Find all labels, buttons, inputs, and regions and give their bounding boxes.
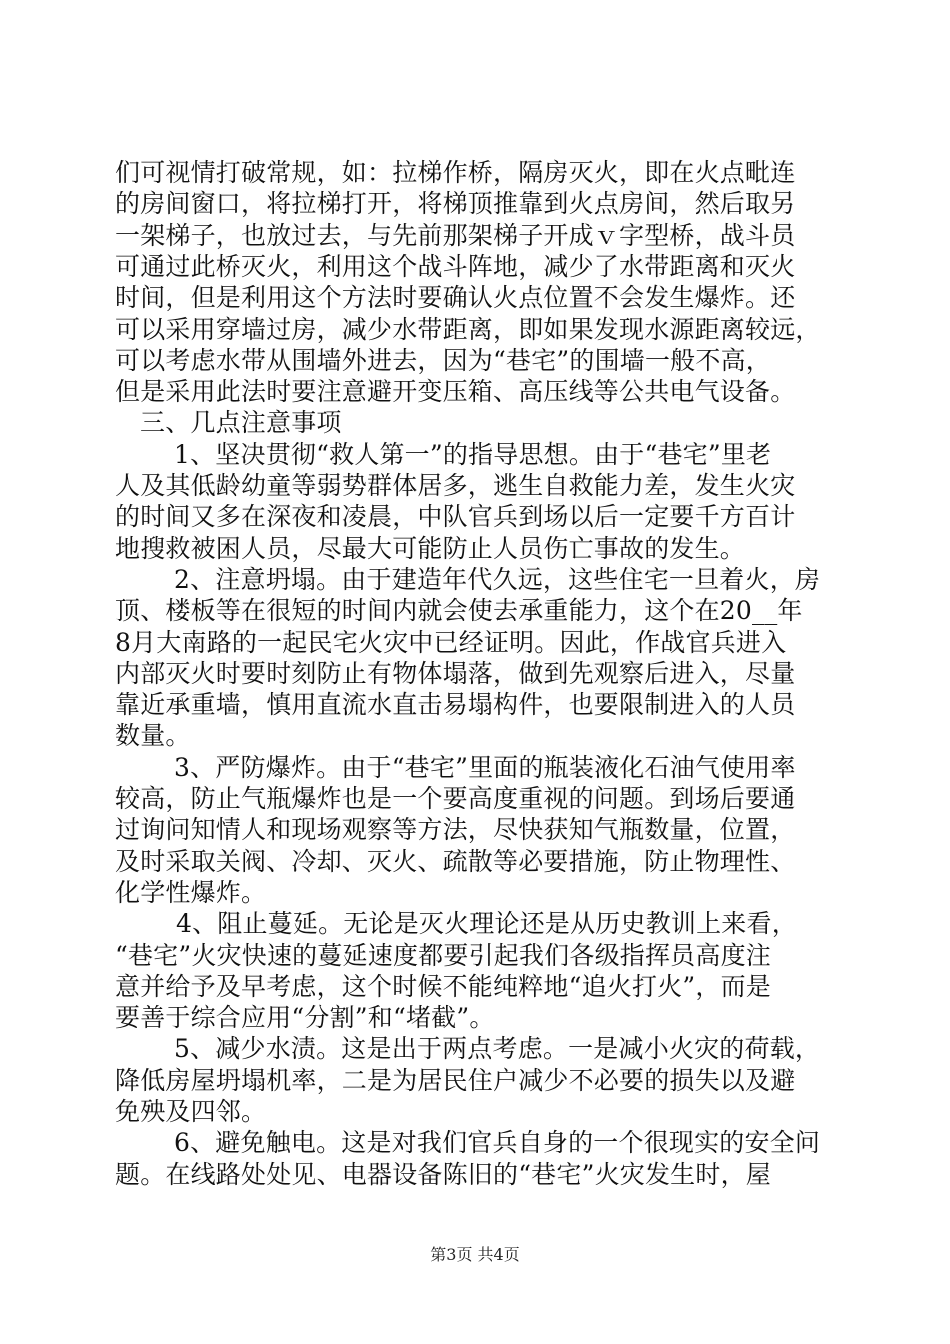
body-line: 要善于综合应用“分割”和“堵截”。 — [115, 1003, 495, 1033]
page-footer: 第3页 共4页 — [430, 1245, 520, 1264]
body-line: 的时间又多在深夜和凌晨，中队官兵到场以后一定要千方百计 — [115, 502, 796, 532]
body-line: 们可视情打破常规，如：拉梯作桥，隔房灭火，即在火点毗连 — [115, 158, 796, 187]
body-line: 可以考虑水带从围墙外进去，因为“巷宅”的围墙一般不高， — [115, 345, 771, 375]
body-line: 一架梯子，也放过去，与先前那架梯子开成ｖ字型桥，战斗员 — [115, 220, 796, 250]
body-line: 降低房屋坍塌机率，二是为居民住户减少不必要的损失以及避 — [115, 1065, 796, 1095]
body-line: 可以采用穿墙过房，减少水带距离，即如果发现水源距离较远， — [115, 314, 821, 344]
body-line: 较高，防止气瓶爆炸也是一个要高度重视的问题。到场后要通 — [115, 784, 796, 813]
body-line: 的房间窗口，将拉梯打开，将梯顶推靠到火点房间，然后取另 — [115, 189, 796, 219]
body-line: 时间，但是利用这个方法时要确认火点位置不会发生爆炸。还 — [115, 283, 796, 313]
body-line: “巷宅”火灾快速的蔓延速度都要引起我们各级指挥员高度注 — [115, 940, 771, 970]
body-line: 人及其低龄幼童等弱势群体居多，逃生自救能力差，发生火灾 — [115, 471, 796, 500]
body-line: 1、坚决贯彻“救人第一”的指导思想。由于“巷宅”里老 — [174, 439, 772, 469]
body-line: 数量。 — [115, 721, 191, 751]
body-line: 可通过此桥灭火，利用这个战斗阵地，减少了水带距离和灭火 — [115, 251, 796, 281]
body-line: 3、严防爆炸。由于“巷宅”里面的瓶装液化石油气使用率 — [174, 752, 796, 782]
body-line: 内部灭火时要时刻防止有物体塌落，做到先观察后进入，尽量 — [115, 658, 796, 688]
section-heading: 三、几点注意事项 — [140, 408, 342, 438]
body-line: 过询问知情人和现场观察等方法，尽快获知气瓶数量，位置， — [115, 815, 796, 845]
body-line: 地搜救被困人员，尽最大可能防止人员伤亡事故的发生。 — [115, 533, 746, 563]
body-line: 题。在线路处处见、电器设备陈旧的“巷宅”火灾发生时，屋 — [115, 1159, 771, 1189]
body-line: 免殃及四邻。 — [115, 1097, 267, 1126]
body-line: 4、阻止蔓延。无论是灭火理论还是从历史教训上来看， — [176, 909, 797, 939]
body-line: 8月大南路的一起民宅火灾中已经证明。因此，作战官兵进入 — [115, 627, 787, 657]
body-line: 及时采取关阀、冷却、灭火、疏散等必要措施，防止物理性、 — [115, 846, 796, 876]
body-line: 意并给予及早考虑，这个时候不能纯粹地“追火打火”，而是 — [115, 971, 771, 1001]
body-line: 2、注意坍塌。由于建造年代久远，这些住宅一旦着火，房 — [174, 564, 821, 594]
body-line: 顶、楼板等在很短的时间内就会使去承重能力，这个在20__年 — [115, 596, 803, 626]
body-line: 靠近承重墙，慎用直流水直击易塌构件，也要限制进入的人员 — [115, 690, 796, 720]
body-line: 但是采用此法时要注意避开变压箱、高压线等公共电气设备。 — [115, 377, 796, 407]
body-line: 化学性爆炸。 — [115, 877, 267, 907]
body-line: 5、减少水渍。这是出于两点考虑。一是减小火灾的荷载， — [174, 1034, 821, 1064]
body-line: 6、避免触电。这是对我们官兵自身的一个很现实的安全问 — [174, 1128, 821, 1158]
